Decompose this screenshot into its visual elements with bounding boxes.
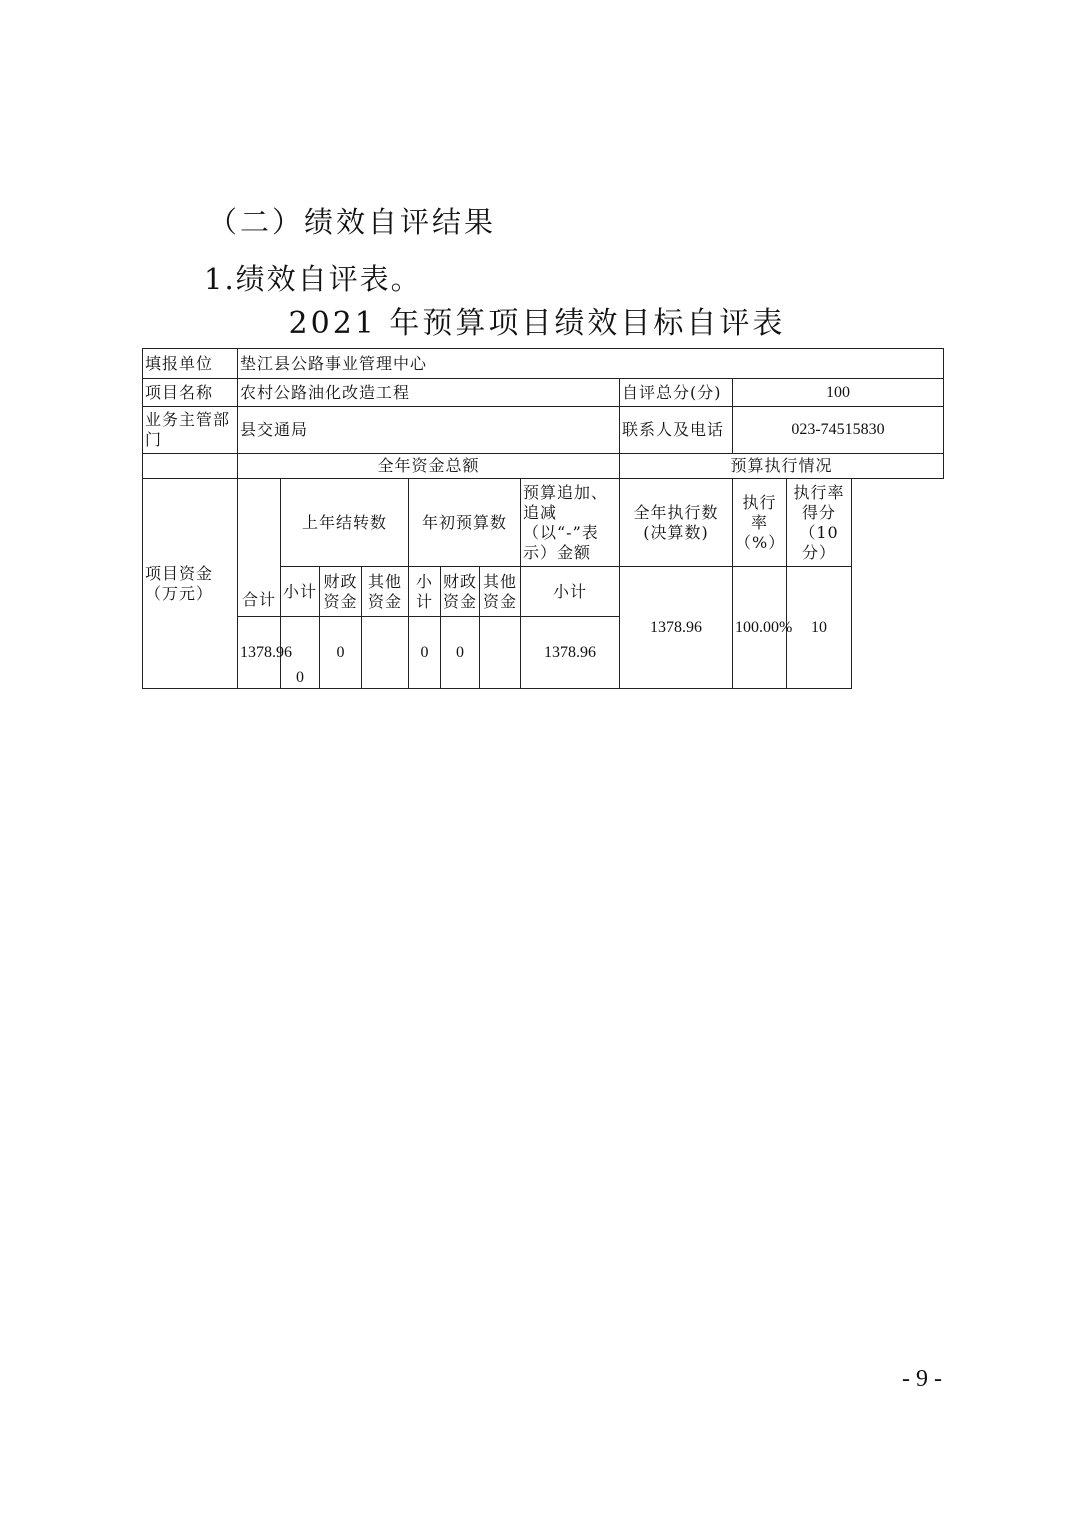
unit-label: 填报单位 — [143, 349, 238, 379]
dept-value: 县交通局 — [238, 407, 620, 454]
prev-other-value — [362, 617, 409, 689]
prev-fiscal-label: 财政资金 — [320, 567, 362, 617]
sub-heading: 1.绩效自评表。 — [204, 262, 422, 296]
init-subtotal-value: 0 — [409, 617, 441, 689]
project-label: 项目名称 — [143, 379, 238, 407]
exec-amount-label: 全年执行数(决算数) — [620, 479, 733, 567]
dept-label: 业务主管部门 — [143, 407, 238, 454]
contact-label: 联系人及电话 — [620, 407, 733, 454]
prev-fiscal-value: 0 — [320, 617, 362, 689]
init-fiscal-label: 财政资金 — [441, 567, 480, 617]
section-heading: （二）绩效自评结果 — [208, 205, 497, 239]
prev-year-label: 上年结转数 — [281, 479, 409, 567]
exec-rate-value: 100.00% — [733, 567, 787, 689]
total-label: 合计 — [238, 479, 281, 617]
project-value: 农村公路油化改造工程 — [238, 379, 620, 407]
funds-label: 项目资金（万元） — [143, 479, 238, 689]
exec-amount-value: 1378.96 — [620, 567, 733, 689]
score-value: 100 — [733, 379, 944, 407]
total-value: 1378.96 — [238, 617, 281, 689]
prev-other-label: 其他资金 — [362, 567, 409, 617]
init-other-label: 其他资金 — [480, 567, 521, 617]
exec-score-value: 10 — [787, 567, 852, 689]
budget-exec-header: 预算执行情况 — [620, 454, 944, 479]
unit-value: 垫江县公路事业管理中心 — [238, 349, 944, 379]
adjust-subtotal-label: 小计 — [521, 567, 620, 617]
score-label: 自评总分(分) — [620, 379, 733, 407]
init-other-value — [480, 617, 521, 689]
page-number: - 9 - — [902, 1366, 942, 1392]
self-evaluation-table — [142, 348, 944, 689]
adjust-label: 预算追加、追减（以“-”表示）金额 — [521, 479, 620, 567]
adjust-subtotal-value: 1378.96 — [521, 617, 620, 689]
prev-subtotal-value: 0 — [281, 617, 320, 689]
init-fiscal-value: 0 — [441, 617, 480, 689]
empty-cell — [143, 454, 238, 479]
init-subtotal-label: 小计 — [409, 567, 441, 617]
exec-rate-label: 执行率（%） — [733, 479, 787, 567]
contact-value: 023-74515830 — [733, 407, 944, 454]
exec-score-label: 执行率得分（10分） — [787, 479, 852, 567]
table-title: 2021 年预算项目绩效目标自评表 — [288, 306, 786, 341]
prev-subtotal-label: 小计 — [281, 567, 320, 617]
total-funds-header: 全年资金总额 — [238, 454, 620, 479]
initial-budget-label: 年初预算数 — [409, 479, 521, 567]
